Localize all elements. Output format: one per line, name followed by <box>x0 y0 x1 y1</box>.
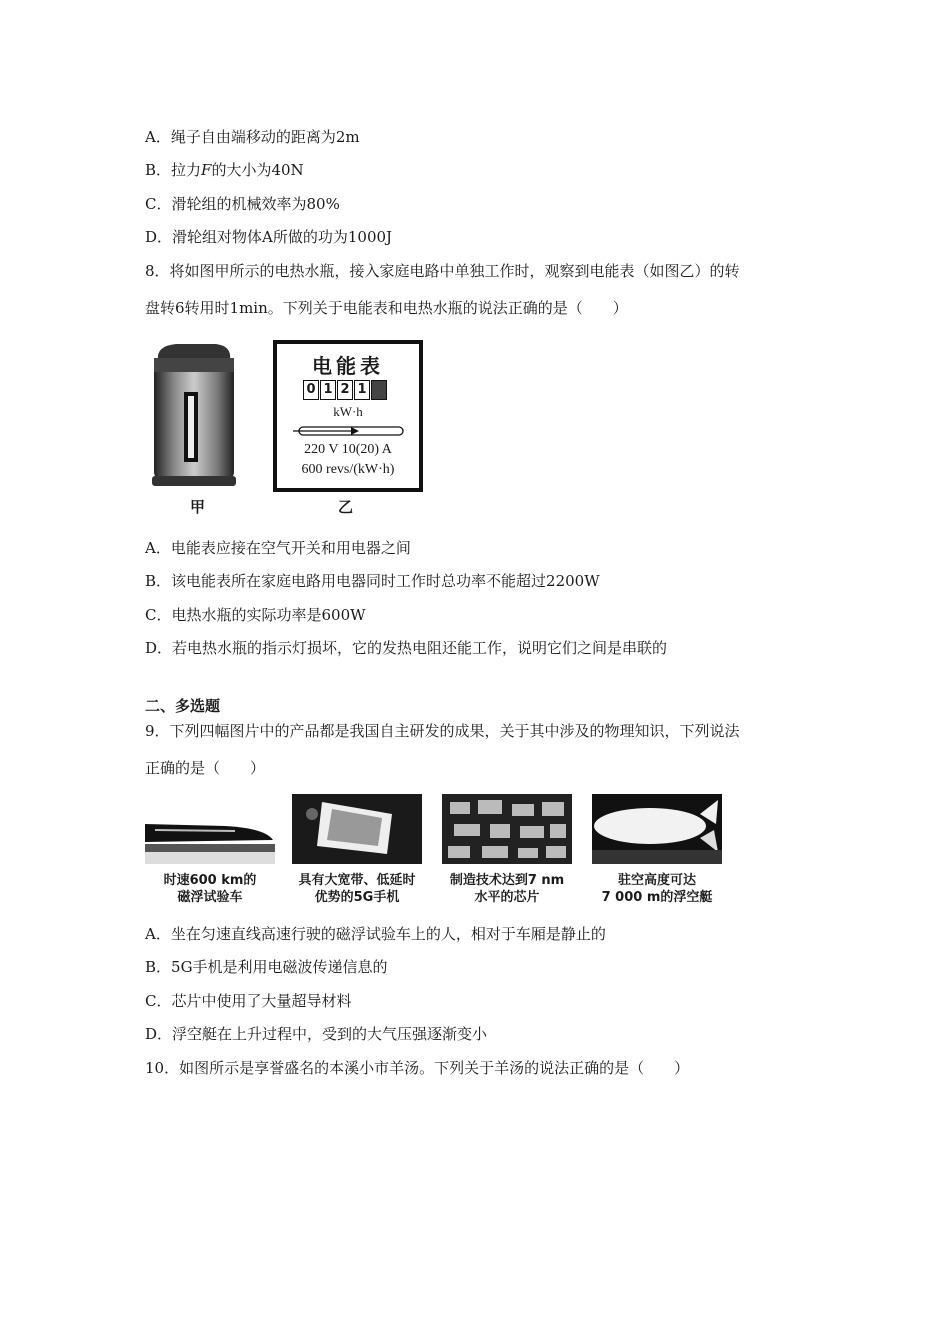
section-title: 二、多选题 <box>145 697 221 715</box>
image-caption <box>437 872 577 906</box>
meter-unit: kW·h <box>333 404 363 419</box>
electricity-meter-figure <box>273 340 423 492</box>
caption-line: 制造技术达到7 nm <box>449 873 565 888</box>
thermos-kettle-image <box>146 340 240 490</box>
q7-option-b <box>145 160 304 180</box>
meter-digit: 1 <box>354 380 370 400</box>
q8-option-a: A．电能表应接在空气开关和用电器之间 <box>145 539 411 557</box>
meter-digit: 2 <box>337 380 353 400</box>
caption-line: 具有大宽带、低延时 <box>298 873 416 888</box>
q8-option-b: B．该电能表所在家庭电路用电器同时工作时总功率不能超过2200W <box>145 572 600 590</box>
meter-digit-decimal: 8 <box>371 380 387 400</box>
caption-line: 驻空高度可达 <box>617 873 696 888</box>
q7-option-b-prefix: B．拉力 <box>145 161 202 179</box>
q7-option-c: C．滑轮组的机械效率为80% <box>145 195 340 213</box>
image-caption <box>587 872 727 906</box>
meter-digit: 0 <box>303 380 319 400</box>
airship-image <box>592 794 722 864</box>
q9-stem-line1: 9．下列四幅图片中的产品都是我国自主研发的成果，关于其中涉及的物理知识，下列说法 <box>145 722 740 740</box>
q8-stem-line1: 8．将如图甲所示的电热水瓶，接入家庭电路中单独工作时，观察到电能表（如图乙）的转 <box>145 262 740 280</box>
meter-digit: 1 <box>320 380 336 400</box>
q8-option-c: C．电热水瓶的实际功率是600W <box>145 606 366 624</box>
q10-stem: 10．如图所示是享誉盛名的本溪小市羊汤。下列关于羊汤的说法正确的是（ ） <box>145 1059 690 1077</box>
q9-option-b: B．5G手机是利用电磁波传递信息的 <box>145 958 388 976</box>
q9-option-d: D．浮空艇在上升过程中，受到的大气压强逐渐变小 <box>145 1025 488 1043</box>
caption-line: 水平的芯片 <box>474 890 540 905</box>
chip-image <box>442 794 572 864</box>
q9-stem-line2: 正确的是（ ） <box>145 759 266 777</box>
meter-revs: 600 revs/(kW·h) <box>301 462 395 477</box>
meter-rating: 220 V 10(20) A <box>304 442 392 457</box>
q9-option-a: A．坐在匀速直线高速行驶的磁浮试验车上的人，相对于车厢是静止的 <box>145 925 606 943</box>
caption-line: 7 000 m的浮空艇 <box>601 890 713 905</box>
caption-line: 磁浮试验车 <box>177 890 243 905</box>
meter-title: 电能表 <box>312 354 384 378</box>
caption-line: 时速600 km的 <box>163 873 257 888</box>
q7-option-b-suffix: 的大小为40N <box>211 161 304 179</box>
image-caption <box>282 872 432 906</box>
q8-stem-line2: 盘转6转用时1min。下列关于电能表和电热水瓶的说法正确的是（ ） <box>145 299 628 317</box>
caption-line: 优势的5G手机 <box>314 890 400 905</box>
q7-force-symbol: F <box>201 161 212 179</box>
figure-label-yi: 乙 <box>338 498 354 516</box>
q9-option-c: C．芯片中使用了大量超导材料 <box>145 992 352 1010</box>
q7-option-a: A．绳子自由端移动的距离为2m <box>145 128 360 146</box>
q8-option-d: D．若电热水瓶的指示灯损坏，它的发热电阻还能工作，说明它们之间是串联的 <box>145 639 668 657</box>
figure-label-jia: 甲 <box>190 498 206 516</box>
q7-option-d: D．滑轮组对物体A所做的功为1000J <box>145 228 393 246</box>
image-caption <box>145 872 275 906</box>
meter-disc-arrow-icon <box>291 424 407 438</box>
meter-digits <box>303 380 388 400</box>
maglev-train-image <box>145 794 275 864</box>
5g-phone-image <box>292 794 422 864</box>
